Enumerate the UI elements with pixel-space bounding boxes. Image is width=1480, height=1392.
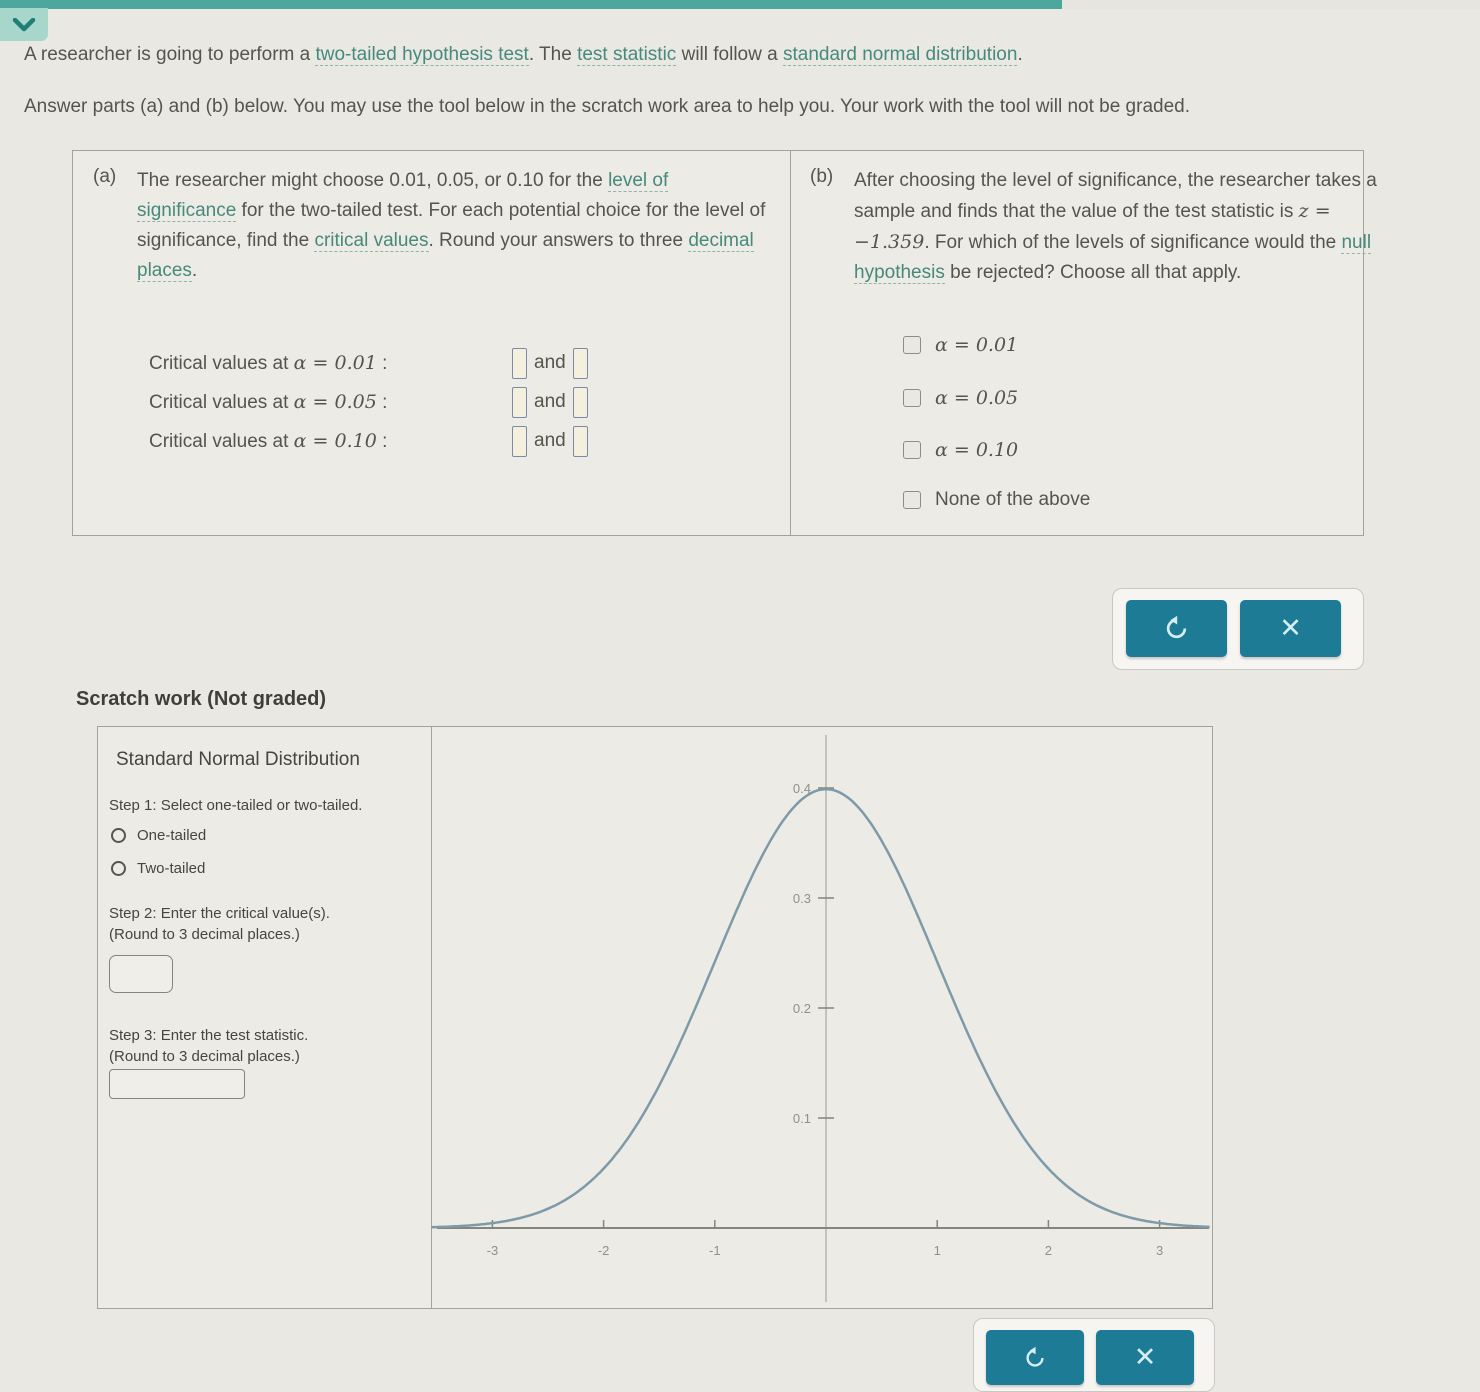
- radio-two-tailed[interactable]: [111, 861, 126, 876]
- critical-value-input-high[interactable]: [573, 348, 588, 379]
- part-b-prompt: [854, 166, 1402, 288]
- svg-text:0.3: 0.3: [792, 891, 811, 906]
- radio-label-one-tailed: One-tailed: [137, 827, 207, 844]
- step-1-label: Step 1: Select one-tailed or two-tailed.: [109, 797, 363, 814]
- link-decimal-places[interactable]: decimal places: [137, 230, 754, 281]
- intro-text: . The: [528, 44, 578, 65]
- part-a-text: The researcher might choose 0.01, 0.05, or 0.10 for the: [137, 170, 609, 191]
- and-label: and: [534, 430, 566, 451]
- part-b-label: (b): [810, 166, 834, 187]
- undo-icon: [1163, 615, 1190, 642]
- top-accent-strip-light-segment: [1062, 0, 1480, 9]
- link-test-statistic[interactable]: test statistic: [577, 44, 677, 65]
- option-alpha-0.10: [903, 439, 1018, 461]
- critical-values-row-0.05: [149, 386, 595, 418]
- intro-text: will follow a: [676, 44, 783, 65]
- checkbox-alpha-0.01[interactable]: [903, 336, 921, 354]
- critical-values-row-0.01: [149, 347, 595, 379]
- svg-text:-1: -1: [709, 1243, 721, 1258]
- part-a-label: (a): [93, 166, 117, 187]
- tool-title: Standard Normal Distribution: [116, 749, 360, 770]
- intro-text: A researcher is going to perform a: [24, 44, 316, 65]
- close-icon: ✕: [1279, 613, 1302, 643]
- option-label: α = 0.10: [935, 439, 1019, 461]
- step-2-label: Step 2: Enter the critical value(s). (Round to 3 decimal places.): [109, 905, 330, 943]
- checkbox-none-of-the-above[interactable]: [903, 491, 921, 509]
- answer-toolbar: [1112, 588, 1364, 670]
- option-none-of-the-above: [903, 489, 1090, 511]
- critical-value-scratch-input[interactable]: [109, 955, 173, 993]
- svg-text:-2: -2: [597, 1243, 610, 1258]
- undo-button[interactable]: [1126, 600, 1227, 657]
- critical-value-input-low[interactable]: [512, 426, 527, 457]
- option-label: α = 0.01: [935, 334, 1019, 356]
- part-a-text: . Round your answers to three: [428, 230, 689, 251]
- scratch-work-heading: Scratch work (Not graded): [76, 688, 327, 710]
- question-intro-line: [24, 44, 1454, 66]
- part-b-text: . For which of the levels of significance would the: [924, 232, 1342, 253]
- checkbox-alpha-0.10[interactable]: [903, 441, 921, 459]
- scratch-work-tool-panel: [97, 726, 1213, 1309]
- test-statistic-scratch-input[interactable]: [109, 1069, 245, 1099]
- part-b-text: be rejected? Choose all that apply.: [944, 262, 1242, 283]
- and-label: and: [534, 352, 566, 373]
- radio-row-two-tailed: [111, 860, 205, 877]
- svg-text:0.4: 0.4: [792, 781, 811, 796]
- link-null-hypothesis[interactable]: null hypothesis: [854, 232, 1372, 283]
- link-two-tailed-hypothesis-test[interactable]: two-tailed hypothesis test: [315, 44, 529, 65]
- radio-row-one-tailed: [111, 827, 206, 844]
- radio-one-tailed[interactable]: [111, 828, 126, 843]
- svg-text:-3: -3: [486, 1243, 499, 1258]
- critical-value-input-high[interactable]: [573, 426, 588, 457]
- and-label: and: [534, 391, 566, 412]
- radio-label-two-tailed: Two-tailed: [137, 860, 206, 877]
- critical-values-row-0.10: [149, 425, 595, 457]
- part-a-text: for the two-tailed test. For each potential choice for the level of significance, find the: [137, 200, 766, 251]
- step-3-label: Step 3: Enter the test statistic. (Round to 3 decimal places.): [109, 1027, 309, 1065]
- close-button[interactable]: [1240, 600, 1341, 657]
- question-instructions-line: Answer parts (a) and (b) below. You may use the tool below in the scratch work area to help you. Your work with the tool will not be graded.: [24, 96, 1190, 117]
- svg-text:0.1: 0.1: [792, 1111, 811, 1126]
- link-critical-values[interactable]: critical values: [314, 230, 429, 251]
- question-parts-panel: [72, 150, 1377, 536]
- checkbox-alpha-0.05[interactable]: [903, 389, 921, 407]
- svg-text:3: 3: [1155, 1243, 1164, 1258]
- critical-values-label: Critical values at α = 0.10 :: [149, 429, 388, 452]
- chevron-down-icon: [12, 18, 36, 32]
- scratch-toolbar: [973, 1318, 1215, 1392]
- option-label: None of the above: [935, 489, 1091, 510]
- critical-value-input-low[interactable]: [512, 348, 527, 379]
- part-a-text: .: [191, 260, 198, 281]
- option-alpha-0.05: [903, 387, 1018, 409]
- link-standard-normal-distribution[interactable]: standard normal distribution: [782, 44, 1018, 65]
- svg-text:0.2: 0.2: [792, 1001, 811, 1016]
- part-b-text: After choosing the level of significance, the researcher takes a sample and finds that the value of the test statistic is: [854, 170, 1377, 222]
- critical-values-label: Critical values at α = 0.01 :: [149, 351, 388, 374]
- z-test-statistic-value: z = −1.359: [854, 200, 1331, 253]
- intro-text: .: [1017, 44, 1023, 65]
- svg-text:2: 2: [1044, 1243, 1053, 1258]
- option-alpha-0.01: [903, 334, 1018, 356]
- link-level-of-significance[interactable]: level of significance: [137, 170, 669, 221]
- critical-value-input-low[interactable]: [512, 387, 527, 418]
- svg-text:1: 1: [933, 1243, 941, 1258]
- standard-normal-curve-plot[interactable]: [431, 727, 1211, 1306]
- option-label: α = 0.05: [935, 387, 1019, 409]
- close-icon: ✕: [1133, 1342, 1157, 1372]
- collapse-question-button[interactable]: [0, 8, 48, 41]
- part-a-prompt: [137, 166, 767, 286]
- critical-value-input-high[interactable]: [573, 387, 588, 418]
- critical-values-label: Critical values at α = 0.05 :: [149, 390, 388, 413]
- panel-divider: [790, 151, 791, 535]
